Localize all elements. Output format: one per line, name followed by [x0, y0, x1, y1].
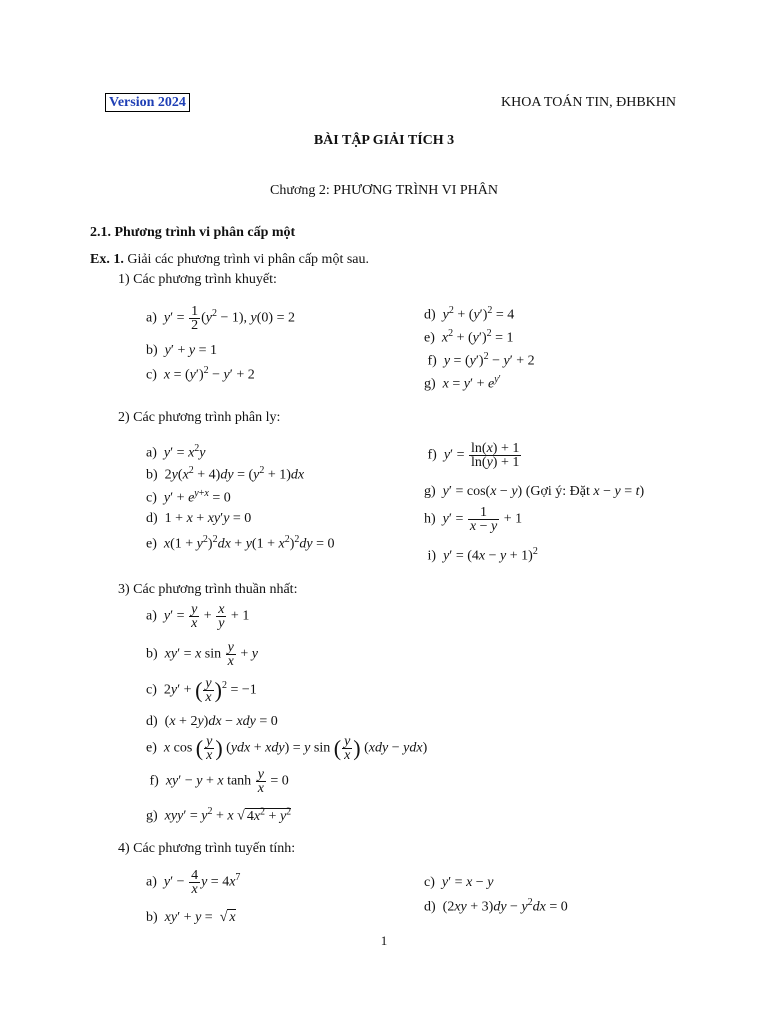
eq-2f: f) y′ = $\frac{\ln(x) + 1}{\ln(y) + 1}$ — [424, 441, 520, 470]
eq-3d: d) (x + 2y)dx − xdy = 0 — [146, 714, 278, 729]
eq-2c: c) $y' + e^{y+x} = 0$ — [146, 488, 231, 506]
section-heading: 2.1. Phương trình vi phân cấp một — [90, 225, 296, 240]
chapter-prefix: Chương 2: — [270, 183, 330, 198]
eq-2b: b) $2y(x^2 + 4)dy = (y^2 + 1)dx$ — [146, 465, 305, 483]
eq-3a: a) y′ = $\frac{y}{x}$ + $\frac{x}{y}$ + 1 — [146, 602, 250, 631]
eq-1b: b) y′ + y = 1 — [146, 343, 217, 358]
group-title-2: 2) Các phương trình phân ly: — [118, 410, 281, 425]
eq-1d: d) $y^2 + (y')^2 = 4$ — [424, 305, 515, 323]
version-badge: Version 2024 — [105, 93, 190, 112]
eq-3b: b) xy′ = x sin $\frac{y}{x}$ + y — [146, 640, 258, 669]
eq-1g: g) $x = y' + e^{y'}$ — [424, 374, 501, 392]
eq-2i: i) $y' = (4x - y + 1)^2$ — [424, 546, 538, 564]
institution: KHOA TOÁN TIN, ĐHBKHN — [500, 95, 676, 110]
hint-text: (Gợi ý: Đặt — [525, 484, 590, 499]
eq-2d: d) 1 + x + xy′y = 0 — [146, 511, 252, 526]
chapter-name: PHƯƠNG TRÌNH VI PHÂN — [333, 183, 498, 198]
eq-3g: g) $xyy' = y^2 + x$ √ $4x^2 + y^2$ — [146, 806, 292, 824]
group-title-3: 3) Các phương trình thuần nhất: — [118, 582, 298, 597]
eq-2h: h) y′ = $\frac{1}{x - y}$ + 1 — [424, 505, 523, 534]
eq-4c: c) y′ = x − y — [424, 875, 494, 890]
exercise-text: Giải các phương trình vi phân cấp một sau. — [127, 252, 369, 267]
eq-2g: g) y′ = cos(x − y) (Gợi ý: Đặt x − y = t) — [424, 484, 645, 499]
eq-4a: a) y′ − $\frac{4}{x}$ $y = 4x^7$ — [146, 868, 241, 897]
eq-3c: c) 2y′ + ( $\frac{y}{x}$ )$^2$ = −1 — [146, 676, 257, 705]
document-title: BÀI TẬP GIẢI TÍCH 3 — [313, 133, 455, 148]
eq-3e: e) x cos ( $\frac{y}{x}$ ) (ydx + xdy) = y sin ( $\frac{y}{x}$ ) (xdy − ydx) — [146, 734, 428, 763]
eq-4b: b) xy′ + y = √ x — [146, 910, 236, 925]
exercise-line — [90, 252, 369, 268]
eq-2a: a) $y' = x^2y$ — [146, 443, 206, 461]
eq-1c: c) $x = (y')^2 - y' + 2$ — [146, 365, 255, 383]
eq-1a: a) y′ = $\frac{1}{2}$ $(y^2 - 1)$, y(0) = 2 — [146, 304, 295, 333]
group-title-4: 4) Các phương trình tuyến tính: — [118, 841, 296, 856]
eq-4d: d) $(2xy + 3)dy - y^2dx = 0$ — [424, 897, 568, 915]
page-number: 1 — [380, 933, 388, 948]
eq-2e: e) $x(1 + y^2)^2dx + y(1 + x^2)^2dy = 0$ — [146, 534, 335, 552]
chapter-heading — [0, 183, 768, 199]
group-title-1: 1) Các phương trình khuyết: — [118, 272, 277, 287]
eq-1e: e) $x^2 + (y')^2 = 1$ — [424, 328, 514, 346]
eq-3f: f) xy′ − y + x tanh $\frac{y}{x}$ = 0 — [146, 767, 289, 796]
eq-1f: f) $y = (y')^2 - y' + 2$ — [424, 351, 535, 369]
exercise-label: Ex. 1. — [90, 252, 124, 267]
